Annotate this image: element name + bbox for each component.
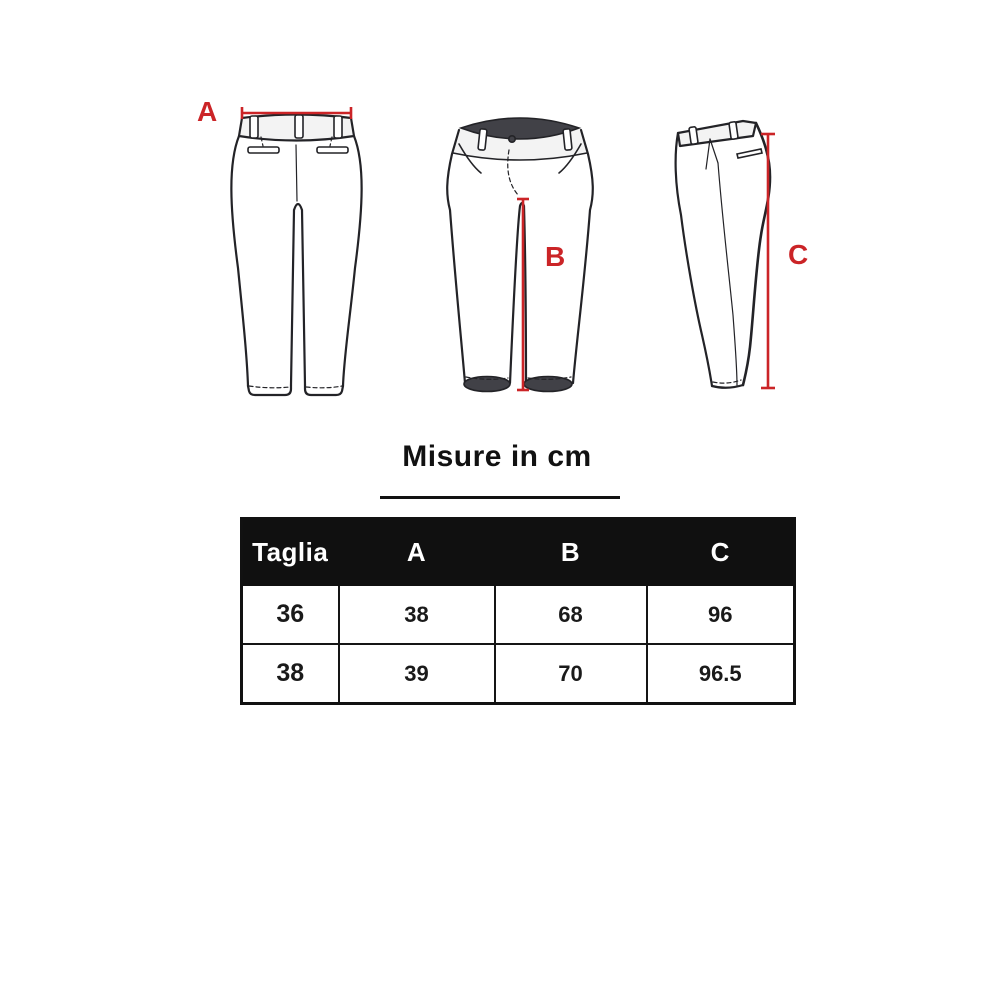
size-table-header-row [242, 519, 795, 586]
size-row-38 [242, 644, 795, 704]
size-cell-c: 96.5 [647, 644, 795, 704]
size-cell-a: 38 [339, 585, 495, 644]
size-row-36 [242, 585, 795, 644]
size-cell-a: 39 [339, 644, 495, 704]
size-cell-taglia: 38 [242, 644, 339, 704]
column-header-b: B [495, 519, 647, 586]
size-cell-b: 70 [495, 644, 647, 704]
title-underline [380, 496, 620, 499]
size-cell-b: 68 [495, 585, 647, 644]
size-cell-c: 96 [647, 585, 795, 644]
column-header-taglia: Taglia [242, 519, 339, 586]
measure-label-c: C [788, 239, 809, 270]
page-title: Misure in cm [402, 440, 592, 473]
pants-front-view-figure [435, 92, 615, 412]
pants-back-view-drawing [195, 88, 380, 418]
column-header-a: A [339, 519, 495, 586]
pants-front-view-drawing [435, 92, 615, 412]
pants-side-view-figure [655, 95, 840, 415]
measure-label-a: A [197, 96, 218, 127]
size-cell-taglia: 36 [242, 585, 339, 644]
measure-line-c [761, 134, 775, 388]
size-table [240, 517, 796, 705]
measure-label-b: B [545, 241, 566, 272]
pants-side-view-drawing [655, 95, 840, 415]
pants-back-view-figure [195, 88, 380, 418]
column-header-c: C [647, 519, 795, 586]
